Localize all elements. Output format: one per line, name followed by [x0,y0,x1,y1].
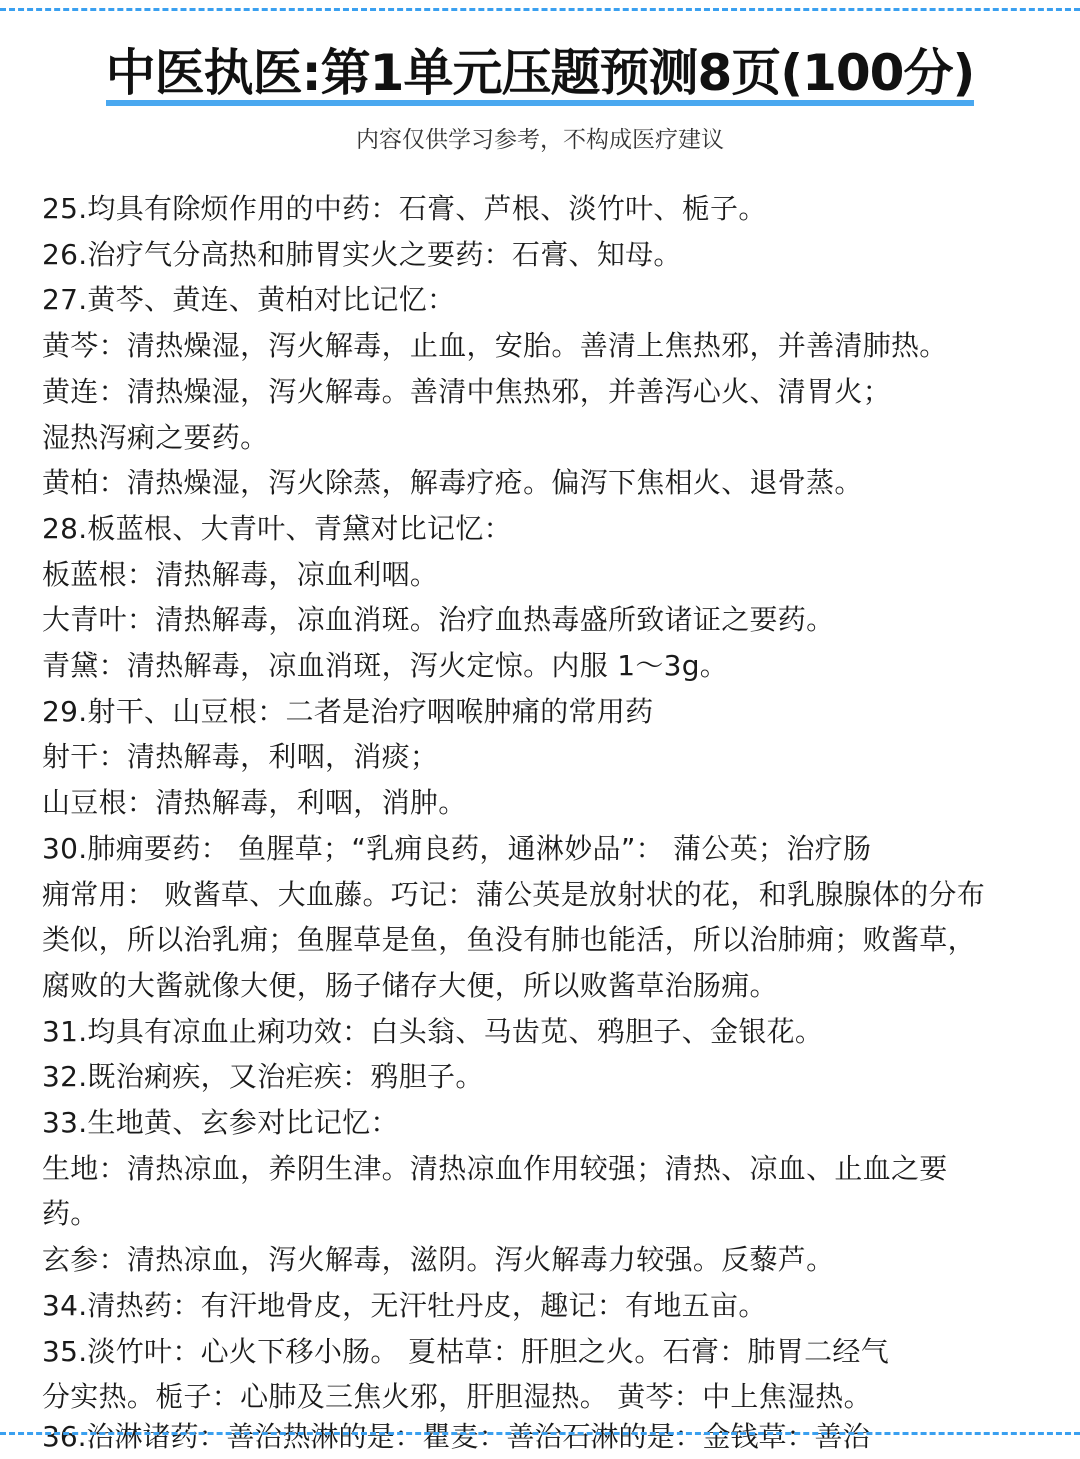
note-line: 山豆根：清热解毒，利咽，消肿。 [42,786,467,820]
note-line: 腐败的大酱就像大便，肠子储存大便，所以败酱草治肠痈。 [42,968,778,1002]
note-line: 玄参：清热凉血，泻火解毒，滋阴。泻火解毒力较强。反藜芦。 [42,1243,835,1277]
note-line: 分实热。栀子：心肺及三焦火邪，肝胆湿热。 黄芩：中上焦湿热。 [42,1380,872,1414]
note-line: 34.清热药：有汗地骨皮，无汗牡丹皮，趣记：有地五亩。 [42,1288,767,1322]
page-title: 中医执医:第1单元压题预测8页(100分) [105,44,975,102]
note-line: 28.板蓝根、大青叶、青黛对比记忆： [42,511,512,545]
cut-off-note-line: 36.治淋诸药：善治热淋的是：瞿麦：善治石淋的是：金钱草：善治 [42,1420,871,1453]
note-line: 大青叶：清热解毒，凉血消斑。治疗血热毒盛所致诸证之要药。 [42,603,835,637]
note-line: 27.黄芩、黄连、黄柏对比记忆： [42,283,456,317]
note-line: 痈常用： 败酱草、大血藤。巧记：蒲公英是放射状的花，和乳腺腺体的分布 [42,877,986,911]
note-line: 黄连：清热燥湿，泻火解毒。善清中焦热邪，并善泻心火、清胃火； [42,374,892,408]
note-line: 药。 [42,1197,99,1231]
note-line: 35.淡竹叶：心火下移小肠。 夏枯草：肝胆之火。石膏：肺胃二经气 [42,1334,890,1368]
note-line: 29.射干、山豆根：二者是治疗咽喉肿痛的常用药 [42,694,654,728]
note-line: 射干：清热解毒，利咽，消痰； [42,740,439,774]
note-line: 32.既治痢疾，又治疟疾：鸦胆子。 [42,1060,484,1094]
note-line: 湿热泻痢之要药。 [42,420,269,454]
page-header [0,40,1080,156]
note-line: 33.生地黄、玄参对比记忆： [42,1106,399,1140]
notes-content [42,186,1052,1420]
note-line: 25.均具有除烦作用的中药：石膏、芦根、淡竹叶、栀子。 [42,192,767,225]
note-line: 生地：清热凉血，养阴生津。清热凉血作用较强；清热、凉血、止血之要 [42,1151,948,1185]
page-subtitle: 内容仅供学习参考，不构成医疗建议 [356,127,724,153]
note-line: 26.治疗气分高热和肺胃实火之要药：石膏、知母。 [42,237,682,271]
note-line: 30.肺痈要药： 鱼腥草；“乳痈良药，通淋妙品”： 蒲公英；治疗肠 [42,831,872,865]
top-dashed-border [0,8,1080,11]
note-line: 黄芩：清热燥湿，泻火解毒，止血，安胎。善清上焦热邪，并善清肺热。 [42,329,948,363]
note-line: 黄柏：清热燥湿，泻火除蒸，解毒疗疮。偏泻下焦相火、退骨蒸。 [42,466,863,500]
note-line: 类似，所以治乳痈；鱼腥草是鱼，鱼没有肺也能活，所以治肺痈；败酱草， [42,923,976,957]
note-line: 青黛：清热解毒，凉血消斑，泻火定惊。内服 1～3g。 [42,649,729,683]
bottom-dashed-border [0,1432,1080,1435]
note-line: 31.均具有凉血止痢功效：白头翁、马齿苋、鸦胆子、金银花。 [42,1014,824,1048]
title-wrap [106,40,975,106]
note-line: 板蓝根：清热解毒，凉血利咽。 [42,557,439,591]
